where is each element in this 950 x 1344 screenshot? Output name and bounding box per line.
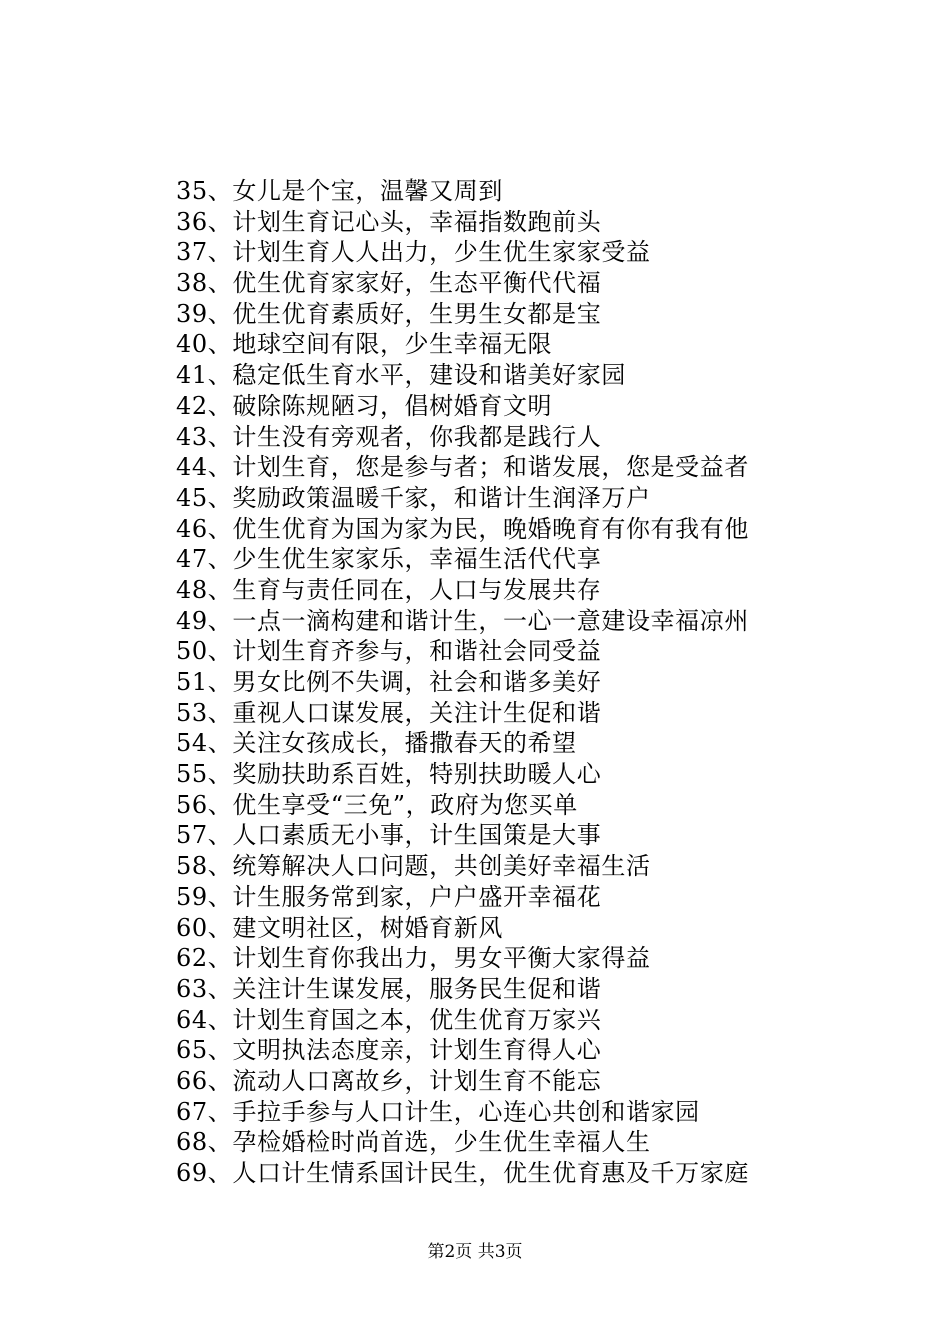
slogan-line: 60、建文明社区，树婚育新风 bbox=[176, 913, 503, 942]
slogan-line: 43、计生没有旁观者，你我都是践行人 bbox=[176, 422, 602, 451]
slogan-line: 36、计划生育记心头，幸福指数跑前头 bbox=[176, 207, 602, 236]
slogan-line: 69、人口计生情系国计民生，优生优育惠及千万家庭 bbox=[176, 1159, 749, 1187]
slogan-line: 57、人口素质无小事，计生国策是大事 bbox=[176, 821, 602, 850]
slogan-line: 42、破除陈规陋习，倡树婚育文明 bbox=[176, 391, 553, 420]
slogan-line: 59、计生服务常到家，户户盛开幸福花 bbox=[176, 882, 602, 911]
slogan-line: 46、优生优育为国为家为民，晚婚晚育有你有我有他 bbox=[176, 514, 749, 543]
slogan-line: 56、优生享受“三免”，政府为您买单 bbox=[176, 790, 578, 819]
slogan-line: 55、奖励扶助系百姓，特别扶助暖人心 bbox=[176, 760, 602, 789]
slogan-line: 47、少生优生家家乐，幸福生活代代享 bbox=[176, 545, 602, 574]
slogan-line: 38、优生优育家家好，生态平衡代代福 bbox=[176, 269, 602, 298]
slogan-list bbox=[176, 176, 749, 1189]
slogan-line: 48、生育与责任同在，人口与发展共存 bbox=[176, 575, 602, 604]
slogan-line: 44、计划生育，您是参与者；和谐发展，您是受益者 bbox=[176, 453, 749, 482]
slogan-line: 53、重视人口谋发展，关注计生促和谐 bbox=[176, 698, 602, 727]
slogan-line: 37、计划生育人人出力，少生优生家家受益 bbox=[176, 238, 651, 267]
slogan-line: 39、优生优育素质好，生男生女都是宝 bbox=[176, 299, 602, 328]
slogan-line: 54、关注女孩成长，播撒春天的希望 bbox=[176, 729, 577, 758]
slogan-line: 62、计划生育你我出力，男女平衡大家得益 bbox=[176, 944, 651, 973]
slogan-line: 58、统筹解决人口问题，共创美好幸福生活 bbox=[176, 852, 651, 881]
slogan-line: 66、流动人口离故乡，计划生育不能忘 bbox=[176, 1066, 602, 1095]
slogan-line: 35、女儿是个宝，温馨又周到 bbox=[176, 177, 503, 205]
slogan-line: 40、地球空间有限，少生幸福无限 bbox=[176, 330, 553, 359]
slogan-line: 41、稳定低生育水平，建设和谐美好家园 bbox=[176, 361, 626, 390]
slogan-line: 49、一点一滴构建和谐计生，一心一意建设幸福凉州 bbox=[176, 606, 749, 635]
slogan-line: 51、男女比例不失调，社会和谐多美好 bbox=[176, 668, 602, 696]
slogan-line: 50、计划生育齐参与，和谐社会同受益 bbox=[176, 637, 602, 666]
slogan-line: 45、奖励政策温暖千家，和谐计生润泽万户 bbox=[176, 483, 651, 512]
page-footer: 第2页 共3页 bbox=[427, 1242, 523, 1262]
slogan-line: 68、孕检婚检时尚首选，少生优生幸福人生 bbox=[176, 1128, 651, 1157]
slogan-line: 67、手拉手参与人口计生，心连心共创和谐家园 bbox=[176, 1097, 700, 1126]
slogan-line: 64、计划生育国之本，优生优育万家兴 bbox=[176, 1005, 602, 1034]
slogan-line: 63、关注计生谋发展，服务民生促和谐 bbox=[176, 974, 602, 1003]
slogan-line: 65、文明执法态度亲，计划生育得人心 bbox=[176, 1036, 602, 1065]
